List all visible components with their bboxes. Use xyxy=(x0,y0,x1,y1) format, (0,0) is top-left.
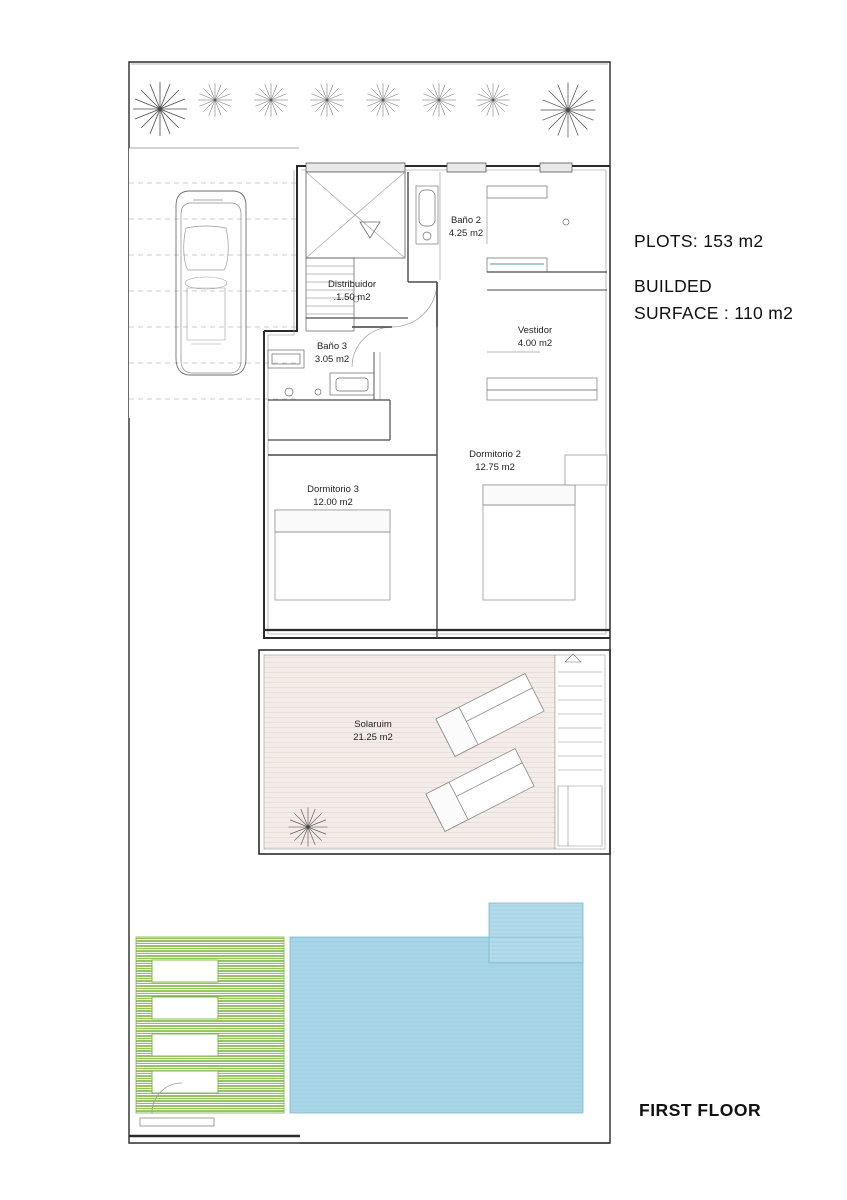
room-name: Baño 2 xyxy=(450,215,482,226)
page-title: FIRST FLOOR xyxy=(639,1100,762,1120)
room-area: .1.50 m2 xyxy=(333,291,371,303)
room-name: Solaruim xyxy=(354,719,392,730)
garden-deck xyxy=(136,937,284,1126)
dormitorio-3-bed xyxy=(275,510,390,600)
room-area: 12.75 m2 xyxy=(475,461,515,473)
solarium-area xyxy=(259,650,610,854)
builded-info-line1: BUILDED xyxy=(634,276,712,297)
builded-info-line2: SURFACE : 110 m2 xyxy=(634,303,794,324)
room-area: 12.00 m2 xyxy=(313,496,353,508)
room-name: Dormitorio 2 xyxy=(469,449,521,460)
room-name: Distribuidor xyxy=(327,279,377,290)
surface-info-block xyxy=(634,228,834,327)
room-area: 4.00 m2 xyxy=(517,337,553,349)
staircase xyxy=(306,172,405,331)
room-label-bano-2 xyxy=(421,215,511,241)
dormitorio-2-bed xyxy=(483,455,607,600)
room-area: 3.05 m2 xyxy=(314,353,350,365)
swimming-pool xyxy=(290,903,583,1113)
room-name: Dormitorio 3 xyxy=(307,484,359,495)
room-area: 4.25 m2 xyxy=(448,227,484,239)
room-label-dormitorio-2 xyxy=(440,449,550,475)
room-label-bano-3 xyxy=(287,341,377,367)
room-label-solaruim xyxy=(323,719,423,745)
room-label-vestidor xyxy=(490,325,580,351)
room-label-distribuidor xyxy=(302,279,402,305)
plant-row xyxy=(133,82,596,138)
plots-info: PLOTS: 153 m2 xyxy=(634,231,764,251)
room-name: Baño 3 xyxy=(316,341,348,352)
room-name: Vestidor xyxy=(517,325,553,336)
room-label-dormitorio-3 xyxy=(274,484,392,510)
room-area: 21.25 m2 xyxy=(353,731,393,743)
driveway-area xyxy=(129,148,299,418)
